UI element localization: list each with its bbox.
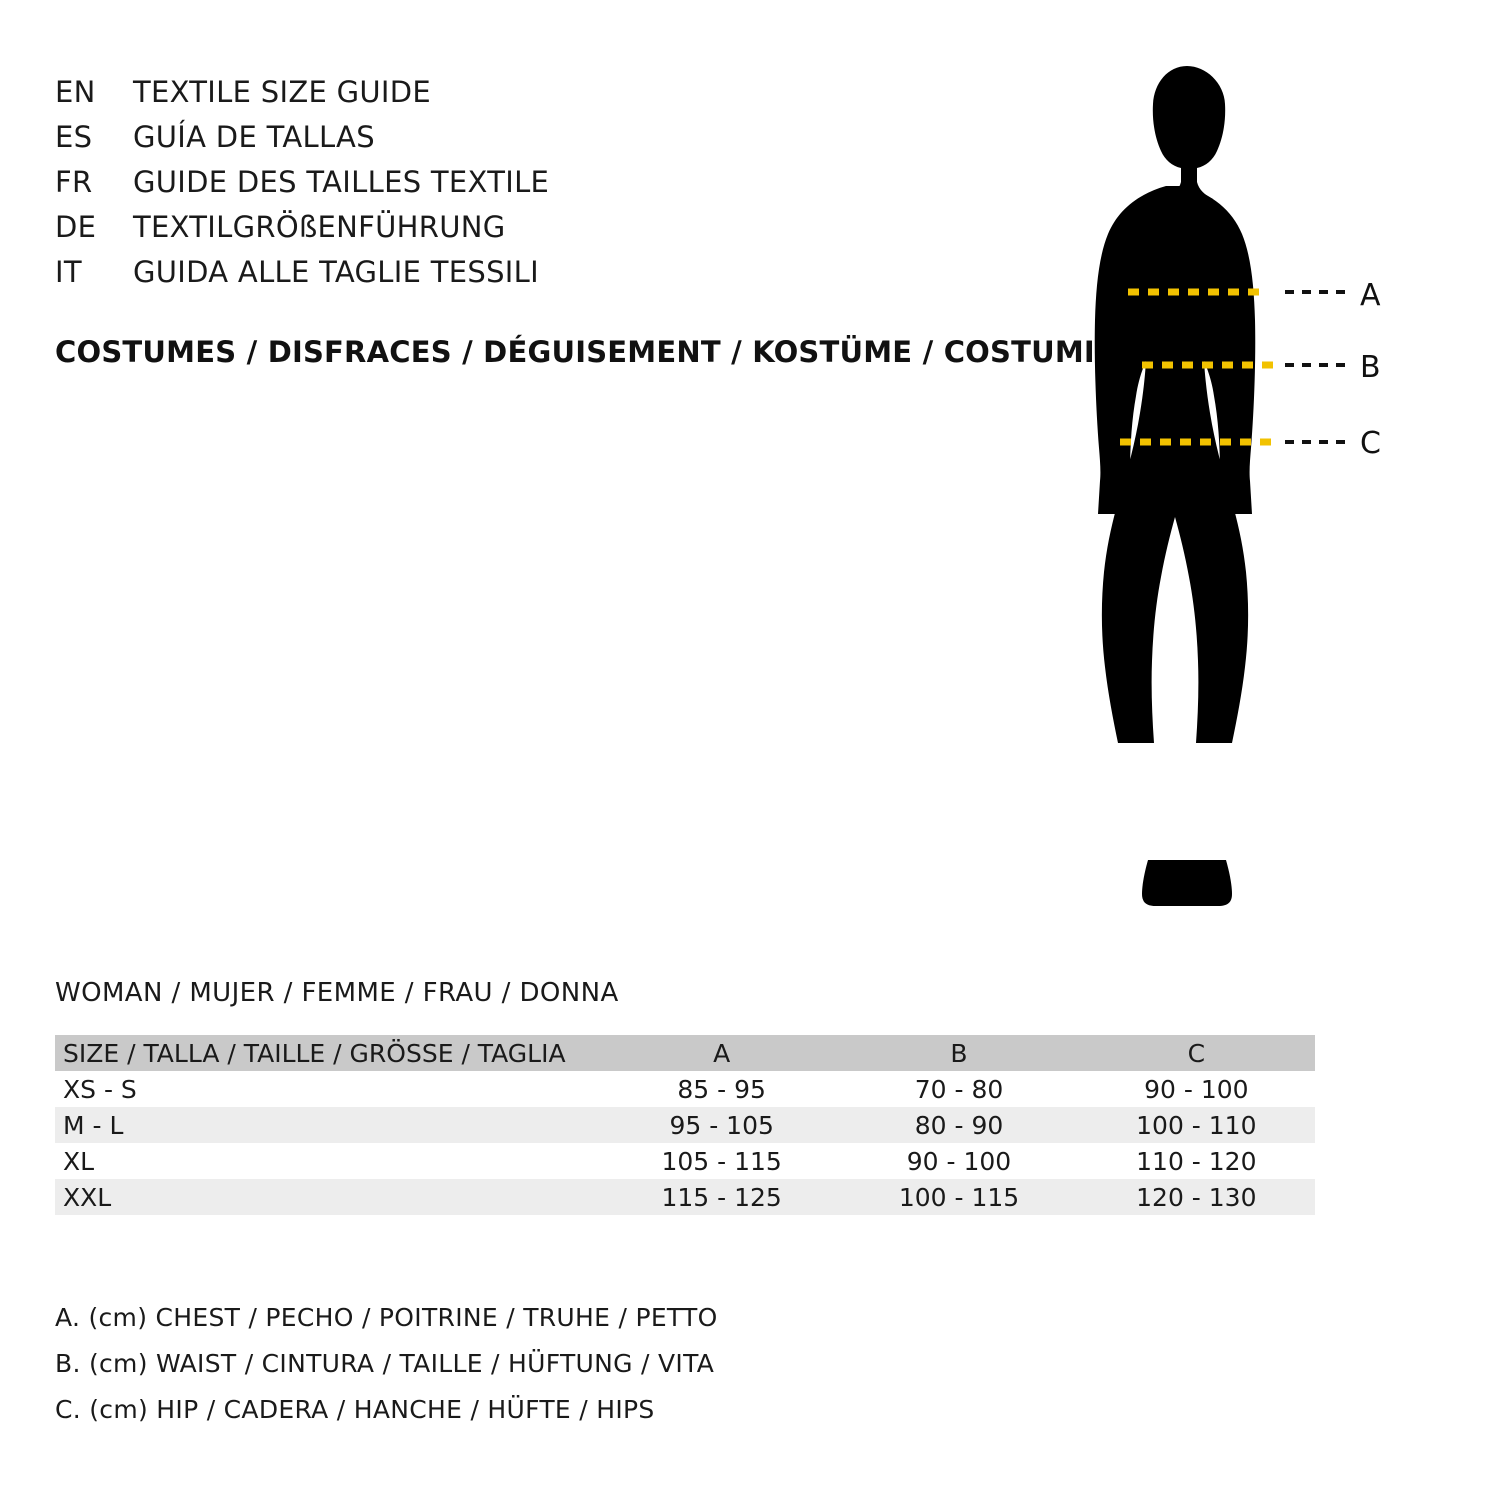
language-text: TEXTILGRÖßENFÜHRUNG [133, 210, 506, 244]
legend-line-a: A. (cm) CHEST / PECHO / POITRINE / TRUHE / PETTO [55, 1303, 718, 1332]
cell-b: 80 - 90 [914, 1110, 1004, 1140]
cell-c: 120 - 130 [1136, 1182, 1257, 1212]
table-header-c: C [1187, 1038, 1206, 1068]
cell-a: 115 - 125 [661, 1182, 782, 1212]
cell-size: XL [63, 1146, 95, 1176]
language-row [55, 250, 1055, 295]
language-row [55, 70, 1055, 115]
legend-line-b: B. (cm) WAIST / CINTURA / TAILLE / HÜFTUNG / VITA [55, 1349, 715, 1378]
marker-label-a: A [1360, 278, 1381, 313]
figure-diagram [1020, 60, 1470, 940]
language-row [55, 160, 1055, 205]
language-code: ES [55, 120, 93, 154]
language-row [55, 205, 1055, 250]
cell-a: 85 - 95 [677, 1074, 766, 1104]
cell-c: 100 - 110 [1136, 1110, 1257, 1140]
table-row [55, 1179, 1315, 1215]
cell-a: 95 - 105 [669, 1110, 774, 1140]
language-row [55, 115, 1055, 160]
language-code: FR [55, 165, 93, 199]
size-table [55, 1035, 1315, 1215]
marker-label-b: B [1360, 350, 1381, 385]
cell-c: 90 - 100 [1144, 1074, 1249, 1104]
legend-line-c: C. (cm) HIP / CADERA / HANCHE / HÜFTE / HIPS [55, 1395, 655, 1424]
cell-size: M - L [63, 1110, 124, 1140]
language-text: GUIDA ALLE TAGLIE TESSILI [133, 255, 539, 289]
language-text: GUÍA DE TALLAS [133, 120, 375, 154]
language-text: TEXTILE SIZE GUIDE [133, 75, 432, 109]
marker-label-c: C [1360, 426, 1381, 461]
language-code: EN [55, 75, 96, 109]
woman-silhouette-icon [1020, 60, 1470, 940]
cell-b: 70 - 80 [914, 1074, 1004, 1104]
table-header-b: B [950, 1038, 968, 1068]
cell-a: 105 - 115 [661, 1146, 782, 1176]
cell-c: 110 - 120 [1136, 1146, 1257, 1176]
language-code: DE [55, 210, 97, 244]
table-header-row [55, 1035, 1315, 1071]
table-row [55, 1107, 1315, 1143]
table-header-a: A [713, 1038, 731, 1068]
table-header-size: SIZE / TALLA / TAILLE / GRÖSSE / TAGLIA [63, 1038, 566, 1068]
language-text: GUIDE DES TAILLES TEXTILE [133, 165, 550, 199]
table-row [55, 1071, 1315, 1107]
category-title: COSTUMES / DISFRACES / DÉGUISEMENT / KOSTÜME / COSTUMI [55, 335, 1095, 369]
measurement-legend [55, 1295, 718, 1433]
table-title: WOMAN / MUJER / FEMME / FRAU / DONNA [55, 978, 619, 1008]
language-code: IT [55, 255, 82, 289]
cell-size: XXL [63, 1182, 112, 1212]
table-row [55, 1143, 1315, 1179]
cell-b: 100 - 115 [898, 1182, 1020, 1212]
cell-b: 90 - 100 [906, 1146, 1012, 1176]
language-list [55, 70, 1055, 295]
cell-size: XS - S [63, 1074, 137, 1104]
